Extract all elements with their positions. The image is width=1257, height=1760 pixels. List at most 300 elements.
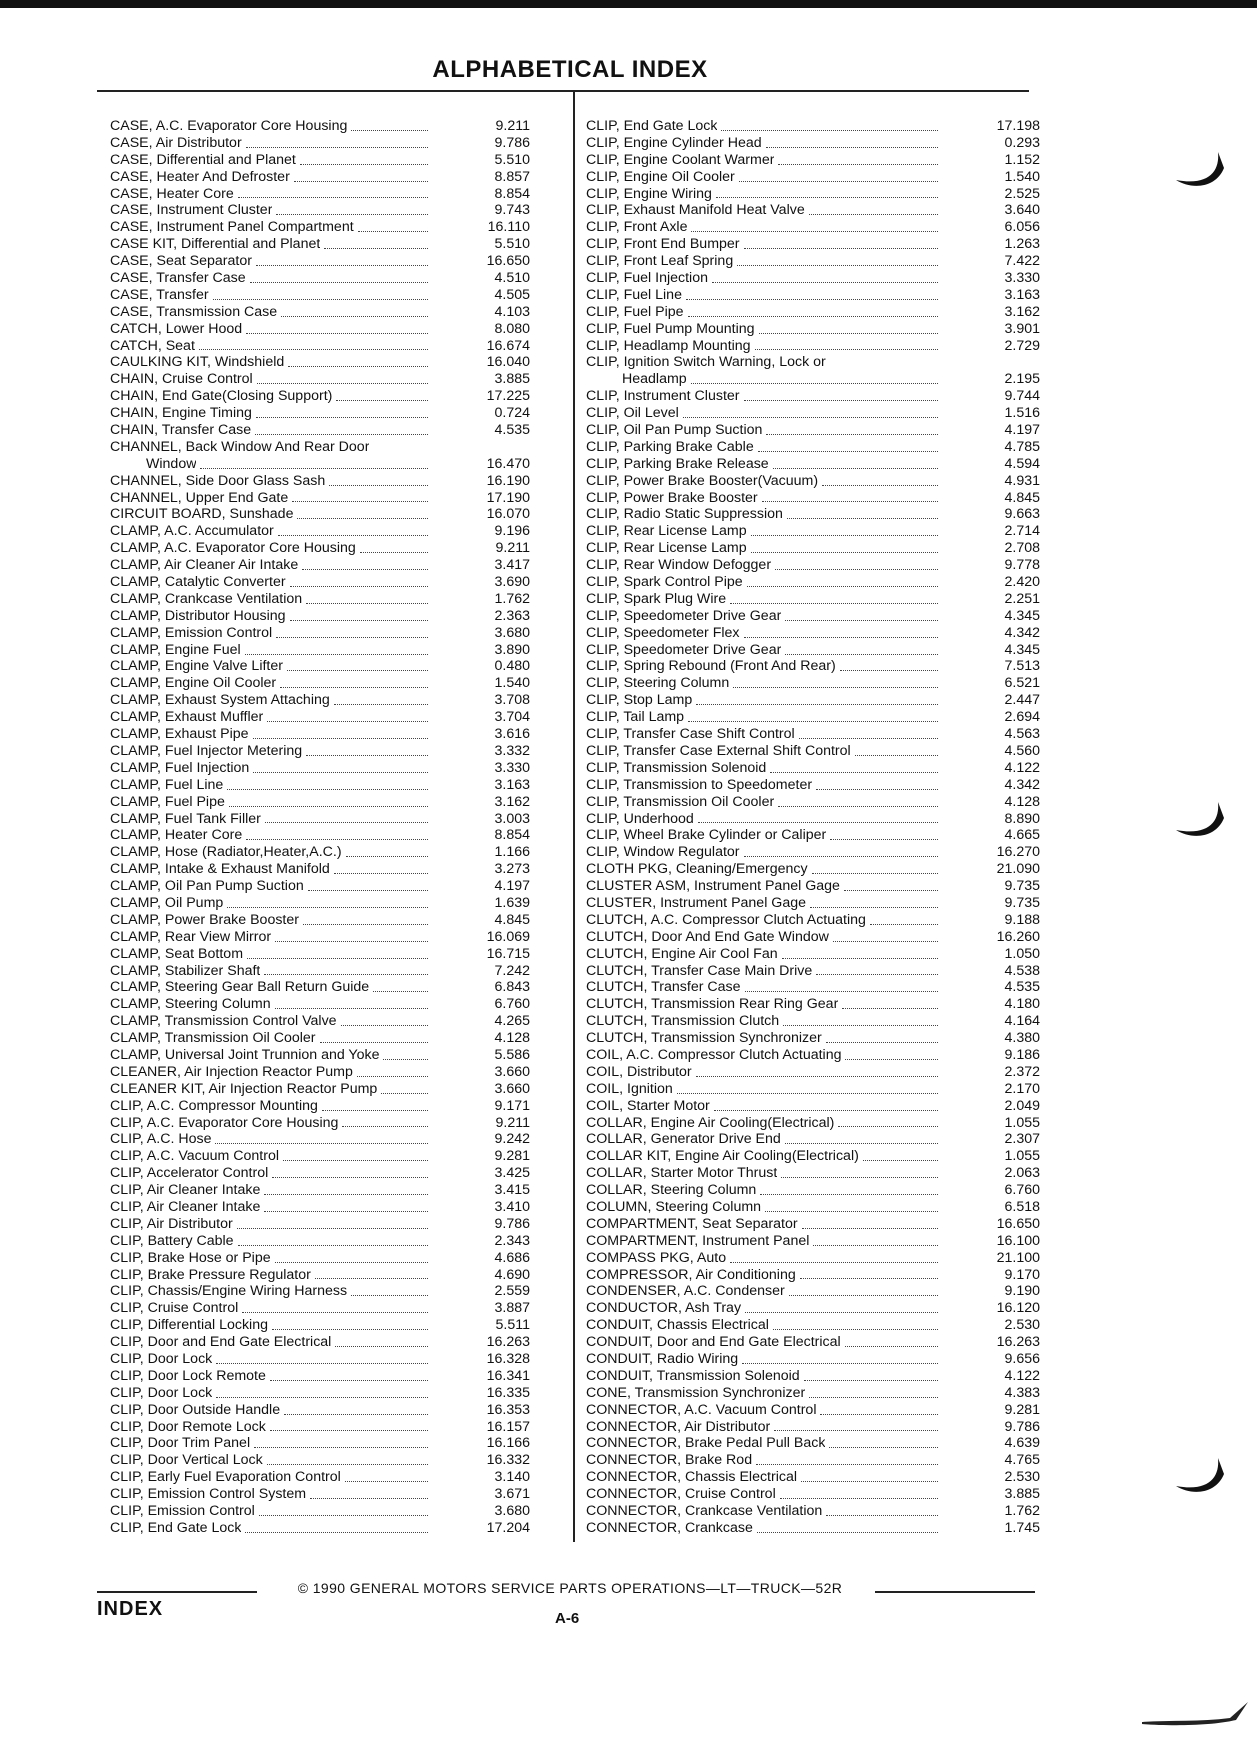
index-entry-name: CLUTCH, Door And End Gate Window <box>586 928 829 945</box>
dot-leader <box>247 958 428 959</box>
footer-rule-left <box>97 1591 257 1593</box>
index-entry <box>110 827 530 844</box>
dot-leader <box>315 1278 428 1279</box>
index-entry <box>586 709 1040 726</box>
binder-hole-mark <box>1168 150 1228 192</box>
index-entry <box>110 608 530 625</box>
index-entry <box>110 1064 530 1081</box>
index-entry <box>110 371 530 388</box>
dot-leader <box>744 637 938 638</box>
index-entry-page: 3.671 <box>494 1486 530 1503</box>
index-entry-page: 3.885 <box>1004 1486 1040 1503</box>
footer-section-label: INDEX <box>97 1598 164 1620</box>
index-entry <box>586 152 1040 169</box>
index-entry <box>110 1148 530 1165</box>
index-entry-name: COLUMN, Steering Column <box>586 1198 762 1215</box>
index-entry-page: 5.586 <box>494 1046 530 1063</box>
index-entry <box>110 202 530 219</box>
index-entry-name: CLIP, Engine Wiring <box>586 185 712 202</box>
index-entry-page: 2.251 <box>1004 590 1040 607</box>
index-entry-name: CLIP, Door and End Gate Electrical <box>110 1334 332 1351</box>
index-entry <box>586 895 1040 912</box>
index-entry <box>586 1030 1040 1047</box>
dot-leader <box>341 1025 428 1026</box>
index-entry-page: 6.760 <box>1004 1182 1040 1199</box>
dot-leader <box>829 1447 938 1448</box>
index-entry <box>586 574 1040 591</box>
index-entry-page: 4.122 <box>1004 1367 1040 1384</box>
index-entry <box>110 118 530 135</box>
index-entry-page: 8.890 <box>1004 810 1040 827</box>
index-entry <box>586 135 1040 152</box>
dot-leader <box>785 654 938 655</box>
index-entry-name: CASE KIT, Differential and Planet <box>110 236 321 253</box>
index-entry-page: 2.420 <box>1004 574 1040 591</box>
index-entry <box>110 709 530 726</box>
index-entry <box>110 912 530 929</box>
index-entry-name: COMPARTMENT, Instrument Panel <box>586 1232 810 1249</box>
index-entry-name: CATCH, Seat <box>110 337 195 354</box>
index-entry-name: CLAMP, Crankcase Ventilation <box>110 590 303 607</box>
index-entry-page: 4.845 <box>1004 489 1040 506</box>
dot-leader <box>721 130 938 131</box>
index-entry <box>110 1267 530 1284</box>
dot-leader <box>780 1498 938 1499</box>
index-entry <box>110 692 530 709</box>
dot-leader <box>813 1245 938 1246</box>
index-entry <box>586 202 1040 219</box>
index-entry <box>586 963 1040 980</box>
index-entry <box>110 1452 530 1469</box>
index-entry-page: 4.128 <box>494 1030 530 1047</box>
index-entry-name: CHANNEL, Back Window And Rear Door <box>110 438 370 455</box>
dot-leader <box>744 248 938 249</box>
index-entry-page: 16.328 <box>486 1351 530 1367</box>
footer-page-number: A-6 <box>555 1610 580 1627</box>
index-entry <box>110 1368 530 1385</box>
index-entry-page: 6.521 <box>1004 675 1040 692</box>
index-entry-name: CLIP, Engine Oil Cooler <box>586 168 735 185</box>
index-entry-name: CLIP, A.C. Compressor Mounting <box>110 1097 318 1114</box>
dot-leader <box>804 1380 938 1381</box>
right-index-column <box>586 118 1040 1537</box>
index-entry-page: 3.660 <box>494 1063 530 1080</box>
index-entry <box>586 422 1040 439</box>
dot-leader <box>730 603 938 604</box>
dot-leader <box>762 501 938 502</box>
index-entry-name: CLIP, Headlamp Mounting <box>586 337 751 354</box>
index-entry-name: CONNECTOR, Crankcase <box>586 1519 753 1536</box>
dot-leader <box>265 822 428 823</box>
index-entry-page: 9.186 <box>1004 1046 1040 1063</box>
dot-leader <box>816 789 938 790</box>
dot-leader <box>253 772 428 773</box>
index-entry-name: CHAIN, Cruise Control <box>110 371 253 388</box>
index-entry-page: 16.190 <box>486 472 530 489</box>
index-entry-page: 4.690 <box>494 1266 530 1283</box>
index-entry <box>110 743 530 760</box>
index-entry-name: CLUTCH, A.C. Compressor Clutch Actuating <box>586 911 866 928</box>
index-entry-name: CLIP, Power Brake Booster(Vacuum) <box>586 472 819 489</box>
index-entry-page: 4.510 <box>494 270 530 286</box>
index-entry-name: CLUTCH, Transfer Case <box>586 979 741 996</box>
index-entry-page: 17.190 <box>486 489 530 506</box>
dot-leader <box>238 197 428 198</box>
dot-leader <box>334 704 428 705</box>
index-entry <box>586 760 1040 777</box>
index-entry <box>586 1267 1040 1284</box>
index-entry <box>586 608 1040 625</box>
index-entry-page: 1.152 <box>1004 151 1040 168</box>
index-entry-name: COIL, A.C. Compressor Clutch Actuating <box>586 1046 842 1063</box>
index-entry-name: CLAMP, Fuel Pipe <box>110 793 225 810</box>
index-entry-page: 9.211 <box>495 117 530 134</box>
dot-leader <box>810 907 938 908</box>
dot-leader <box>297 518 428 519</box>
dot-leader <box>383 1059 428 1060</box>
index-entry-name: CLAMP, Fuel Line <box>110 776 224 793</box>
dot-leader <box>275 1262 428 1263</box>
index-entry <box>586 794 1040 811</box>
index-entry-name: CONDENSER, A.C. Condenser <box>586 1283 785 1300</box>
dot-leader <box>833 941 938 942</box>
index-entry-page: 1.639 <box>494 894 530 911</box>
index-entry-page: 7.242 <box>494 962 530 979</box>
index-entry-name: CLIP, Wheel Brake Cylinder or Caliper <box>586 827 827 844</box>
index-entry <box>586 1419 1040 1436</box>
index-entry <box>586 692 1040 709</box>
index-entry <box>110 186 530 203</box>
dot-leader <box>283 1160 428 1161</box>
index-entry-page: 9.735 <box>1004 894 1040 911</box>
index-entry-page: 9.786 <box>494 134 530 151</box>
dot-leader <box>778 806 938 807</box>
index-entry-page: 4.639 <box>1004 1435 1040 1452</box>
dot-leader <box>256 265 428 266</box>
index-entry-name: CASE, Heater Core <box>110 185 234 202</box>
index-entry-page: 3.003 <box>494 810 530 827</box>
index-entry-name: CLUTCH, Transmission Rear Ring Gear <box>586 996 839 1013</box>
index-entry-name: CLIP, Emission Control System <box>110 1486 307 1503</box>
dot-leader <box>346 856 428 857</box>
index-entry-name: CONDUIT, Chassis Electrical <box>586 1317 769 1334</box>
index-entry-page: 2.694 <box>1004 709 1040 726</box>
index-entry <box>586 439 1040 456</box>
index-entry <box>110 929 530 946</box>
index-entry-page: 9.196 <box>494 523 530 540</box>
dot-leader <box>246 839 428 840</box>
index-entry <box>110 1047 530 1064</box>
dot-leader <box>782 958 938 959</box>
dot-leader <box>688 316 938 317</box>
dot-leader <box>246 333 428 334</box>
index-entry-page: 6.760 <box>494 996 530 1013</box>
index-entry <box>586 811 1040 828</box>
dot-leader <box>245 1532 428 1533</box>
dot-leader <box>259 1515 428 1516</box>
dot-leader <box>716 197 938 198</box>
index-entry-name: CONNECTOR, Brake Pedal Pull Back <box>586 1435 826 1452</box>
index-entry-page: 1.263 <box>1004 236 1040 253</box>
index-entry <box>586 169 1040 186</box>
index-entry-page: 3.417 <box>494 557 530 574</box>
index-entry-name: CONDUCTOR, Ash Tray <box>586 1300 742 1317</box>
index-entry-name: COMPARTMENT, Seat Separator <box>586 1215 798 1232</box>
dot-leader <box>855 755 938 756</box>
dot-leader <box>773 468 938 469</box>
index-entry-name: COIL, Distributor <box>586 1063 692 1080</box>
index-entry <box>586 287 1040 304</box>
index-entry-page: 1.055 <box>1004 1114 1040 1131</box>
dot-leader <box>696 1076 938 1077</box>
dot-leader <box>227 789 428 790</box>
index-entry-page: 21.090 <box>996 861 1040 878</box>
dot-leader <box>774 1430 938 1431</box>
dot-leader <box>844 890 938 891</box>
index-entry-name: CASE, Transfer Case <box>110 270 246 286</box>
index-entry <box>586 490 1040 507</box>
index-entry-name: CLIP, Underhood <box>586 810 694 827</box>
dot-leader <box>785 620 938 621</box>
index-entry <box>110 963 530 980</box>
index-entry <box>110 1131 530 1148</box>
index-entry-page: 8.854 <box>494 185 530 202</box>
index-entry-name: CONNECTOR, Brake Rod <box>586 1452 753 1469</box>
index-entry <box>110 878 530 895</box>
index-entry-name: CLIP, Air Distributor <box>110 1215 233 1232</box>
index-entry-page: 3.704 <box>494 709 530 726</box>
index-entry <box>110 388 530 405</box>
index-entry-name: CAULKING KIT, Windshield <box>110 354 285 371</box>
index-entry-page: 3.660 <box>494 1080 530 1097</box>
index-entry-page: 3.887 <box>494 1300 530 1317</box>
index-entry <box>110 506 530 523</box>
dot-leader <box>801 1481 938 1482</box>
index-entry-name: CLAMP, Air Cleaner Air Intake <box>110 557 299 574</box>
index-entry <box>110 591 530 608</box>
index-entry-page: 9.170 <box>1004 1266 1040 1283</box>
dot-leader <box>276 214 428 215</box>
index-entry-page: 2.559 <box>494 1283 530 1300</box>
index-entry-name: CLIP, Transfer Case Shift Control <box>586 726 795 743</box>
index-entry <box>110 1334 530 1351</box>
index-entry-page: 2.447 <box>1004 692 1040 709</box>
index-entry-page: 16.650 <box>486 253 530 270</box>
index-entry-name: CLIP, Emission Control <box>110 1503 255 1520</box>
index-entry <box>110 1165 530 1182</box>
index-entry <box>586 996 1040 1013</box>
index-entry-name: CLIP, Early Fuel Evaporation Control <box>110 1469 341 1486</box>
index-entry-page: 21.100 <box>996 1249 1040 1266</box>
index-entry-page: 4.345 <box>1004 641 1040 658</box>
index-entry-page: 9.281 <box>494 1148 530 1165</box>
index-entry-name: CLIP, Ignition Switch Warning, Lock or <box>586 354 826 371</box>
index-entry-page: 17.198 <box>996 117 1040 134</box>
index-entry-page: 9.242 <box>494 1131 530 1148</box>
index-entry-page: 3.410 <box>494 1198 530 1215</box>
index-entry-name: CLIP, Door Remote Lock <box>110 1418 266 1435</box>
dot-leader <box>302 569 428 570</box>
dot-leader <box>730 1262 938 1263</box>
index-entry <box>110 1115 530 1132</box>
index-entry-page: 9.735 <box>1004 878 1040 895</box>
dot-leader <box>267 1464 428 1465</box>
title-rule <box>97 90 1029 92</box>
index-entry-name: CLIP, Door Lock <box>110 1384 213 1401</box>
index-entry <box>110 490 530 507</box>
dot-leader <box>781 1177 938 1178</box>
index-entry-page: 2.714 <box>1004 523 1040 540</box>
index-entry <box>586 861 1040 878</box>
index-entry-name: CLAMP, Hose (Radiator,Heater,A.C.) <box>110 844 342 861</box>
dot-leader <box>816 974 938 975</box>
index-entry-name: CLAMP, Fuel Tank Filler <box>110 810 261 827</box>
index-entry-name: CLAMP, Oil Pump <box>110 894 224 911</box>
index-entry <box>110 777 530 794</box>
index-entry-name: CLAMP, Engine Oil Cooler <box>110 675 277 692</box>
dot-leader <box>306 603 428 604</box>
index-entry-page: 4.345 <box>1004 607 1040 624</box>
index-entry-name: CATCH, Lower Hood <box>110 320 243 337</box>
index-entry-page: 2.307 <box>1004 1131 1040 1148</box>
dot-leader <box>300 164 428 165</box>
index-entry <box>586 1385 1040 1402</box>
dot-leader <box>739 181 938 182</box>
index-entry-page: 16.069 <box>486 928 530 945</box>
index-entry-page: 16.674 <box>486 337 530 354</box>
index-entry-page: 3.640 <box>1004 202 1040 219</box>
index-entry <box>586 827 1040 844</box>
index-entry-name: CLAMP, Transmission Control Valve <box>110 1013 337 1030</box>
index-entry-page: 2.530 <box>1004 1317 1040 1334</box>
index-entry <box>586 1199 1040 1216</box>
index-entry <box>110 169 530 186</box>
index-entry-name: CLIP, Brake Pressure Regulator <box>110 1266 311 1283</box>
index-entry <box>586 659 1040 676</box>
index-entry-name: CLUSTER, Instrument Panel Gage <box>586 894 807 911</box>
index-entry <box>110 439 530 456</box>
index-entry-name: COLLAR, Generator Drive End <box>586 1131 781 1148</box>
dot-leader <box>842 1008 938 1009</box>
index-entry <box>586 557 1040 574</box>
index-entry <box>586 1486 1040 1503</box>
dot-leader <box>227 907 428 908</box>
index-entry-page: 9.656 <box>1004 1351 1040 1367</box>
index-entry-name: CLIP, Engine Cylinder Head <box>586 134 762 151</box>
index-entry-page: 4.342 <box>1004 624 1040 641</box>
index-entry <box>586 1503 1040 1520</box>
index-entry-name: CLIP, Transmission Solenoid <box>586 759 767 776</box>
dot-leader <box>288 366 428 367</box>
dot-leader <box>310 1498 428 1499</box>
index-entry <box>110 642 530 659</box>
index-entry <box>586 1115 1040 1132</box>
index-entry-page: 17.225 <box>486 388 530 405</box>
index-entry-name: CLIP, Air Cleaner Intake <box>110 1198 261 1215</box>
dot-leader <box>256 417 428 418</box>
index-entry <box>586 506 1040 523</box>
page-title: ALPHABETICAL INDEX <box>432 56 708 83</box>
index-entry-name: CASE, Seat Separator <box>110 253 252 270</box>
index-entry <box>586 1182 1040 1199</box>
index-entry-name: CLAMP, Fuel Injection <box>110 759 250 776</box>
index-entry <box>110 321 530 338</box>
dot-leader <box>755 349 938 350</box>
dot-leader <box>360 552 428 553</box>
dot-leader <box>245 654 428 655</box>
index-entry-name: CLIP, Exhaust Manifold Heat Valve <box>586 202 805 219</box>
index-entry <box>110 1081 530 1098</box>
index-entry-name: CLAMP, Seat Bottom <box>110 945 244 962</box>
index-entry <box>110 979 530 996</box>
index-entry-name: CASE, Instrument Cluster <box>110 202 273 219</box>
index-entry-page: 9.786 <box>494 1215 530 1232</box>
index-entry-page: 9.663 <box>1004 506 1040 523</box>
index-entry <box>586 1216 1040 1233</box>
index-entry-page: 9.786 <box>1004 1418 1040 1435</box>
binder-hole-mark <box>1168 800 1228 842</box>
index-entry-name: CLIP, Air Cleaner Intake <box>110 1182 261 1199</box>
index-entry-page: 3.162 <box>494 793 530 810</box>
index-entry-name: CLAMP, Engine Valve Lifter <box>110 658 283 675</box>
index-entry <box>586 1334 1040 1351</box>
index-entry <box>586 743 1040 760</box>
index-entry <box>586 321 1040 338</box>
index-entry-name: CHAIN, End Gate(Closing Support) <box>110 388 333 405</box>
index-entry-page: 3.330 <box>494 759 530 776</box>
index-entry <box>110 338 530 355</box>
index-entry <box>586 1452 1040 1469</box>
index-entry <box>110 946 530 963</box>
dot-leader <box>783 1025 938 1026</box>
dot-leader <box>787 518 938 519</box>
dot-leader <box>759 333 938 334</box>
index-entry-page: 4.560 <box>1004 742 1040 759</box>
index-entry-name: CLIP, Fuel Injection <box>586 270 708 286</box>
index-entry-page: 4.128 <box>1004 793 1040 810</box>
index-entry <box>110 152 530 169</box>
index-entry <box>110 861 530 878</box>
dot-leader <box>278 535 428 536</box>
index-entry <box>586 270 1040 287</box>
index-entry <box>110 1402 530 1419</box>
index-entry-page: 4.380 <box>1004 1030 1040 1047</box>
index-entry-page: 16.353 <box>486 1401 530 1418</box>
dot-leader <box>357 1076 428 1077</box>
dot-leader <box>242 1312 428 1313</box>
index-entry <box>586 777 1040 794</box>
index-entry-page: 4.785 <box>1004 438 1040 455</box>
index-entry <box>110 1283 530 1300</box>
dot-leader <box>216 1363 428 1364</box>
dot-leader <box>826 1042 938 1043</box>
index-entry <box>110 1385 530 1402</box>
index-entry-name: CLEANER, Air Injection Reactor Pump <box>110 1063 353 1080</box>
index-entry-page: 4.594 <box>1004 455 1040 472</box>
index-entry <box>110 1300 530 1317</box>
index-entry <box>586 1165 1040 1182</box>
index-entry <box>586 1250 1040 1267</box>
index-entry-page: 16.470 <box>486 455 530 472</box>
index-entry <box>586 1148 1040 1165</box>
index-entry-name: CLIP, Steering Column <box>586 675 730 692</box>
index-entry-page: 16.332 <box>486 1452 530 1469</box>
index-entry-name: CLIP, Speedometer Drive Gear <box>586 641 782 658</box>
dot-leader <box>264 1194 428 1195</box>
index-entry-name: CLAMP, Catalytic Converter <box>110 574 286 591</box>
index-entry <box>110 811 530 828</box>
index-entry-name: CLAMP, Power Brake Booster <box>110 911 299 928</box>
